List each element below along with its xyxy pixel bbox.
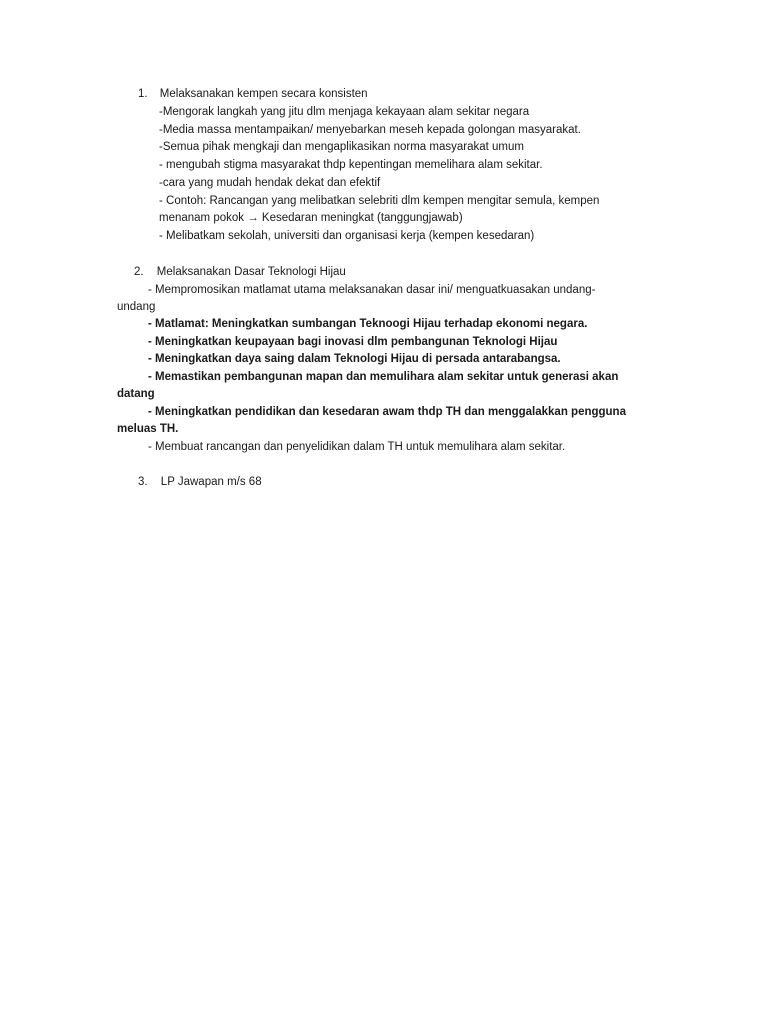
section-3-number: 3.	[138, 476, 148, 488]
section-2-item: - Mempromosikan matlamat utama melaksanakan dasar ini/ menguatkuasakan undang-	[148, 284, 596, 296]
section-1-item: -Mengorak langkah yang jitu dlm menjaga kekayaan alam sekitar negara	[159, 106, 530, 118]
section-2-item: undang	[117, 301, 156, 313]
section-1-title: Melaksanakan kempen secara konsisten	[159, 88, 368, 100]
section-3-heading	[138, 474, 262, 491]
section-2-heading	[134, 264, 346, 281]
section-2-item-bold: - Matlamat: Meningkatkan sumbangan Teknoogi Hijau terhadap ekonomi negara.	[148, 318, 588, 330]
section-1-item: - mengubah stigma masyarakat thdp kepentingan memelihara alam sekitar.	[159, 159, 543, 171]
section-1-heading	[138, 86, 368, 103]
section-2-item-bold: - Meningkatkan pendidikan dan kesedaran awam thdp TH dan menggalakkan pengguna	[148, 406, 626, 418]
section-2-item-bold: - Memastikan pembangunan mapan dan memulihara alam sekitar untuk generasi akan	[148, 371, 619, 383]
section-1-item: -Media massa mentampaikan/ menyebarkan meseh kepada golongan masyarakat.	[159, 124, 581, 136]
section-2-item-bold: - Meningkatkan daya saing dalam Teknologi Hijau di persada antarabangsa.	[148, 353, 561, 365]
section-2-item-bold: - Meningkatkan keupayaan bagi inovasi dlm pembangunan Teknologi Hijau	[148, 336, 558, 348]
section-1-item: -Semua pihak mengkaji dan mengaplikasikan norma masyarakat umum	[159, 141, 524, 153]
section-2-item-bold: datang	[117, 388, 155, 400]
section-2-title: Melaksanakan Dasar Teknologi Hijau	[156, 266, 346, 278]
section-1-item: - Contoh: Rancangan yang melibatkan selebriti dlm kempen mengitar semula, kempen	[159, 195, 600, 207]
section-2-number: 2.	[134, 266, 144, 278]
section-1-number: 1.	[138, 88, 148, 100]
section-1-item: menanam pokok → Kesedaran meningkat (tanggungjawab)	[159, 212, 463, 224]
section-2-item: - Membuat rancangan dan penyelidikan dalam TH untuk memulihara alam sekitar.	[148, 441, 566, 453]
section-1-item: -cara yang mudah hendak dekat dan efektif	[159, 177, 381, 189]
section-3-title: LP Jawapan m/s 68	[160, 476, 262, 488]
section-1-item: - Melibatkam sekolah, universiti dan organisasi kerja (kempen kesedaran)	[159, 230, 535, 242]
section-2-item-bold: meluas TH.	[117, 423, 179, 435]
